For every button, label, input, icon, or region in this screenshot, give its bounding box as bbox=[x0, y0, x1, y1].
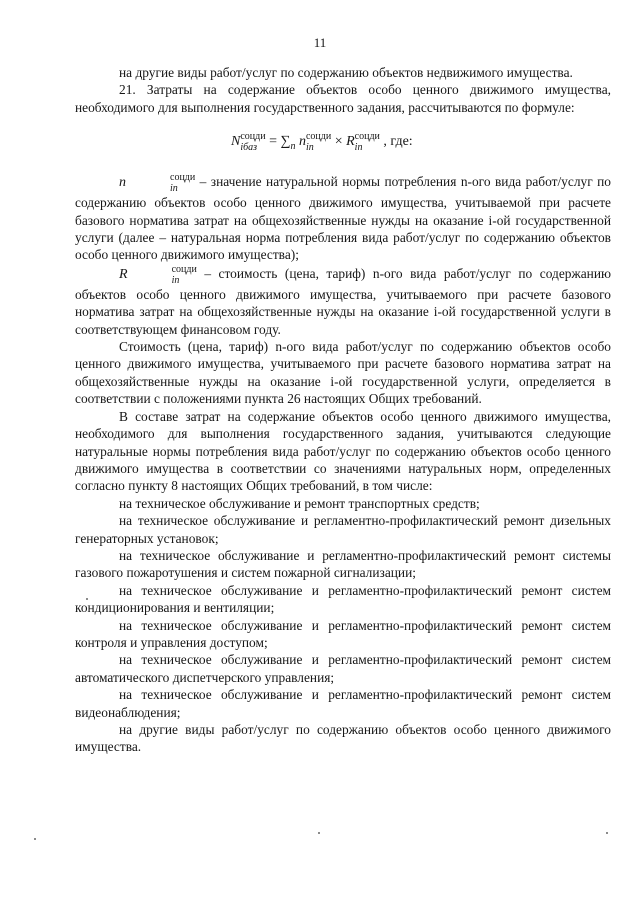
formula-r-sup: соцди bbox=[354, 131, 380, 142]
definition-r bbox=[75, 264, 611, 338]
list-item: на другие виды работ/услуг по содержанию объектов особо ценного движимого имущества. bbox=[75, 722, 611, 755]
formula-sum-index: n bbox=[290, 141, 296, 153]
scan-speck bbox=[318, 832, 320, 834]
list-item: на техническое обслуживание и ремонт транспортных средств; bbox=[119, 495, 480, 511]
page-number: 11 bbox=[313, 35, 327, 50]
scan-speck bbox=[606, 832, 608, 834]
definition-r-text: – стоимость (цена, тариф) n-ого вида работ/услуг по содержанию объектов особо ценного движимого имущества, учитываемого при расчете базового норматива затрат на общехозяйственные нужды на оказание i-ой государственной услуги в соответствующем финансовом году. bbox=[75, 266, 611, 337]
definition-r-symbol: R соцди in bbox=[119, 263, 197, 286]
formula-lhs-sub: iбаз bbox=[240, 142, 258, 153]
formula-n-sup: соцди bbox=[305, 131, 332, 142]
paragraph-cost: Стоимость (цена, тариф) n-ого вида работ/услуг по содержанию объектов особо ценного движимого имущества, учитываемого при расчете базового норматива затрат на общехозяйственные нужды на оказание i-ой государственной услуги, определяется в соответствии с положениями пункта 26 настоящих Общих требований. bbox=[75, 339, 611, 407]
formula-n-sub: in bbox=[305, 142, 314, 153]
formula bbox=[75, 130, 611, 159]
paragraph-continuation: на другие виды работ/услуг по содержанию объектов недвижимого имущества. bbox=[119, 65, 573, 80]
scan-speck bbox=[86, 598, 88, 600]
formula-n-symbol: n bbox=[298, 134, 306, 150]
document-body bbox=[75, 64, 611, 756]
formula-lhs-symbol: N bbox=[231, 134, 241, 150]
formula-r-symbol: R bbox=[346, 134, 355, 150]
formula-equals: = bbox=[269, 134, 277, 150]
formula-r-sub: in bbox=[354, 142, 363, 153]
paragraph-21: 21. Затраты на содержание объектов особо ценного движимого имущества, необходимого для выполнения государственного задания, рассчитываются по формуле: bbox=[75, 82, 611, 115]
list-item: на техническое обслуживание и регламентно-профилактический ремонт систем автоматического диспетчерского управления; bbox=[75, 652, 611, 685]
paragraph-composition: В составе затрат на содержание объектов особо ценного движимого имущества, необходимого для выполнения государственного задания, учитываются следующие натуральные нормы потребления вида работ/услуг по содержанию объектов особо ценного движимого имущества в соответствии со значениями натуральных норм, определенных согласно пункту 8 настоящих Общих требований, в том числе: bbox=[75, 408, 611, 494]
definition-n-symbol: n соцди in bbox=[119, 172, 196, 195]
list-item: на техническое обслуживание и регламентно-профилактический ремонт систем кондиционирования и вентиляции; bbox=[75, 582, 611, 616]
scan-speck bbox=[34, 838, 36, 840]
formula-tail: , где: bbox=[383, 134, 413, 150]
list-item: на техническое обслуживание и регламентно-профилактический ремонт дизельных генераторных установок; bbox=[75, 513, 611, 546]
formula-lhs-sup: соцди bbox=[240, 131, 266, 142]
list-item: на техническое обслуживание и регламентно-профилактический ремонт системы газового пожаротушения и систем пожарной сигнализации; bbox=[75, 547, 611, 581]
list-item: на техническое обслуживание и регламентно-профилактический ремонт систем видеонаблюдения; bbox=[75, 687, 611, 720]
formula-sum-sign: ∑ bbox=[280, 134, 291, 150]
formula-times: × bbox=[334, 134, 343, 150]
definition-n bbox=[75, 172, 611, 264]
norms-list bbox=[75, 495, 611, 756]
definition-n-text: – значение натуральной нормы потребления n-ого вида работ/услуг по содержанию объектов особо ценного движимого имущества, учитываемой при расчете базового норматива затрат на общехозяйственные нужды на оказание i-ой государственной услуги (далее – натуральная норма потребления вида работ/услуг по содержанию объектов особо ценного движимого имущества); bbox=[75, 174, 611, 263]
list-item: на техническое обслуживание и регламентно-профилактический ремонт систем контроля и управления доступом; bbox=[75, 617, 611, 650]
